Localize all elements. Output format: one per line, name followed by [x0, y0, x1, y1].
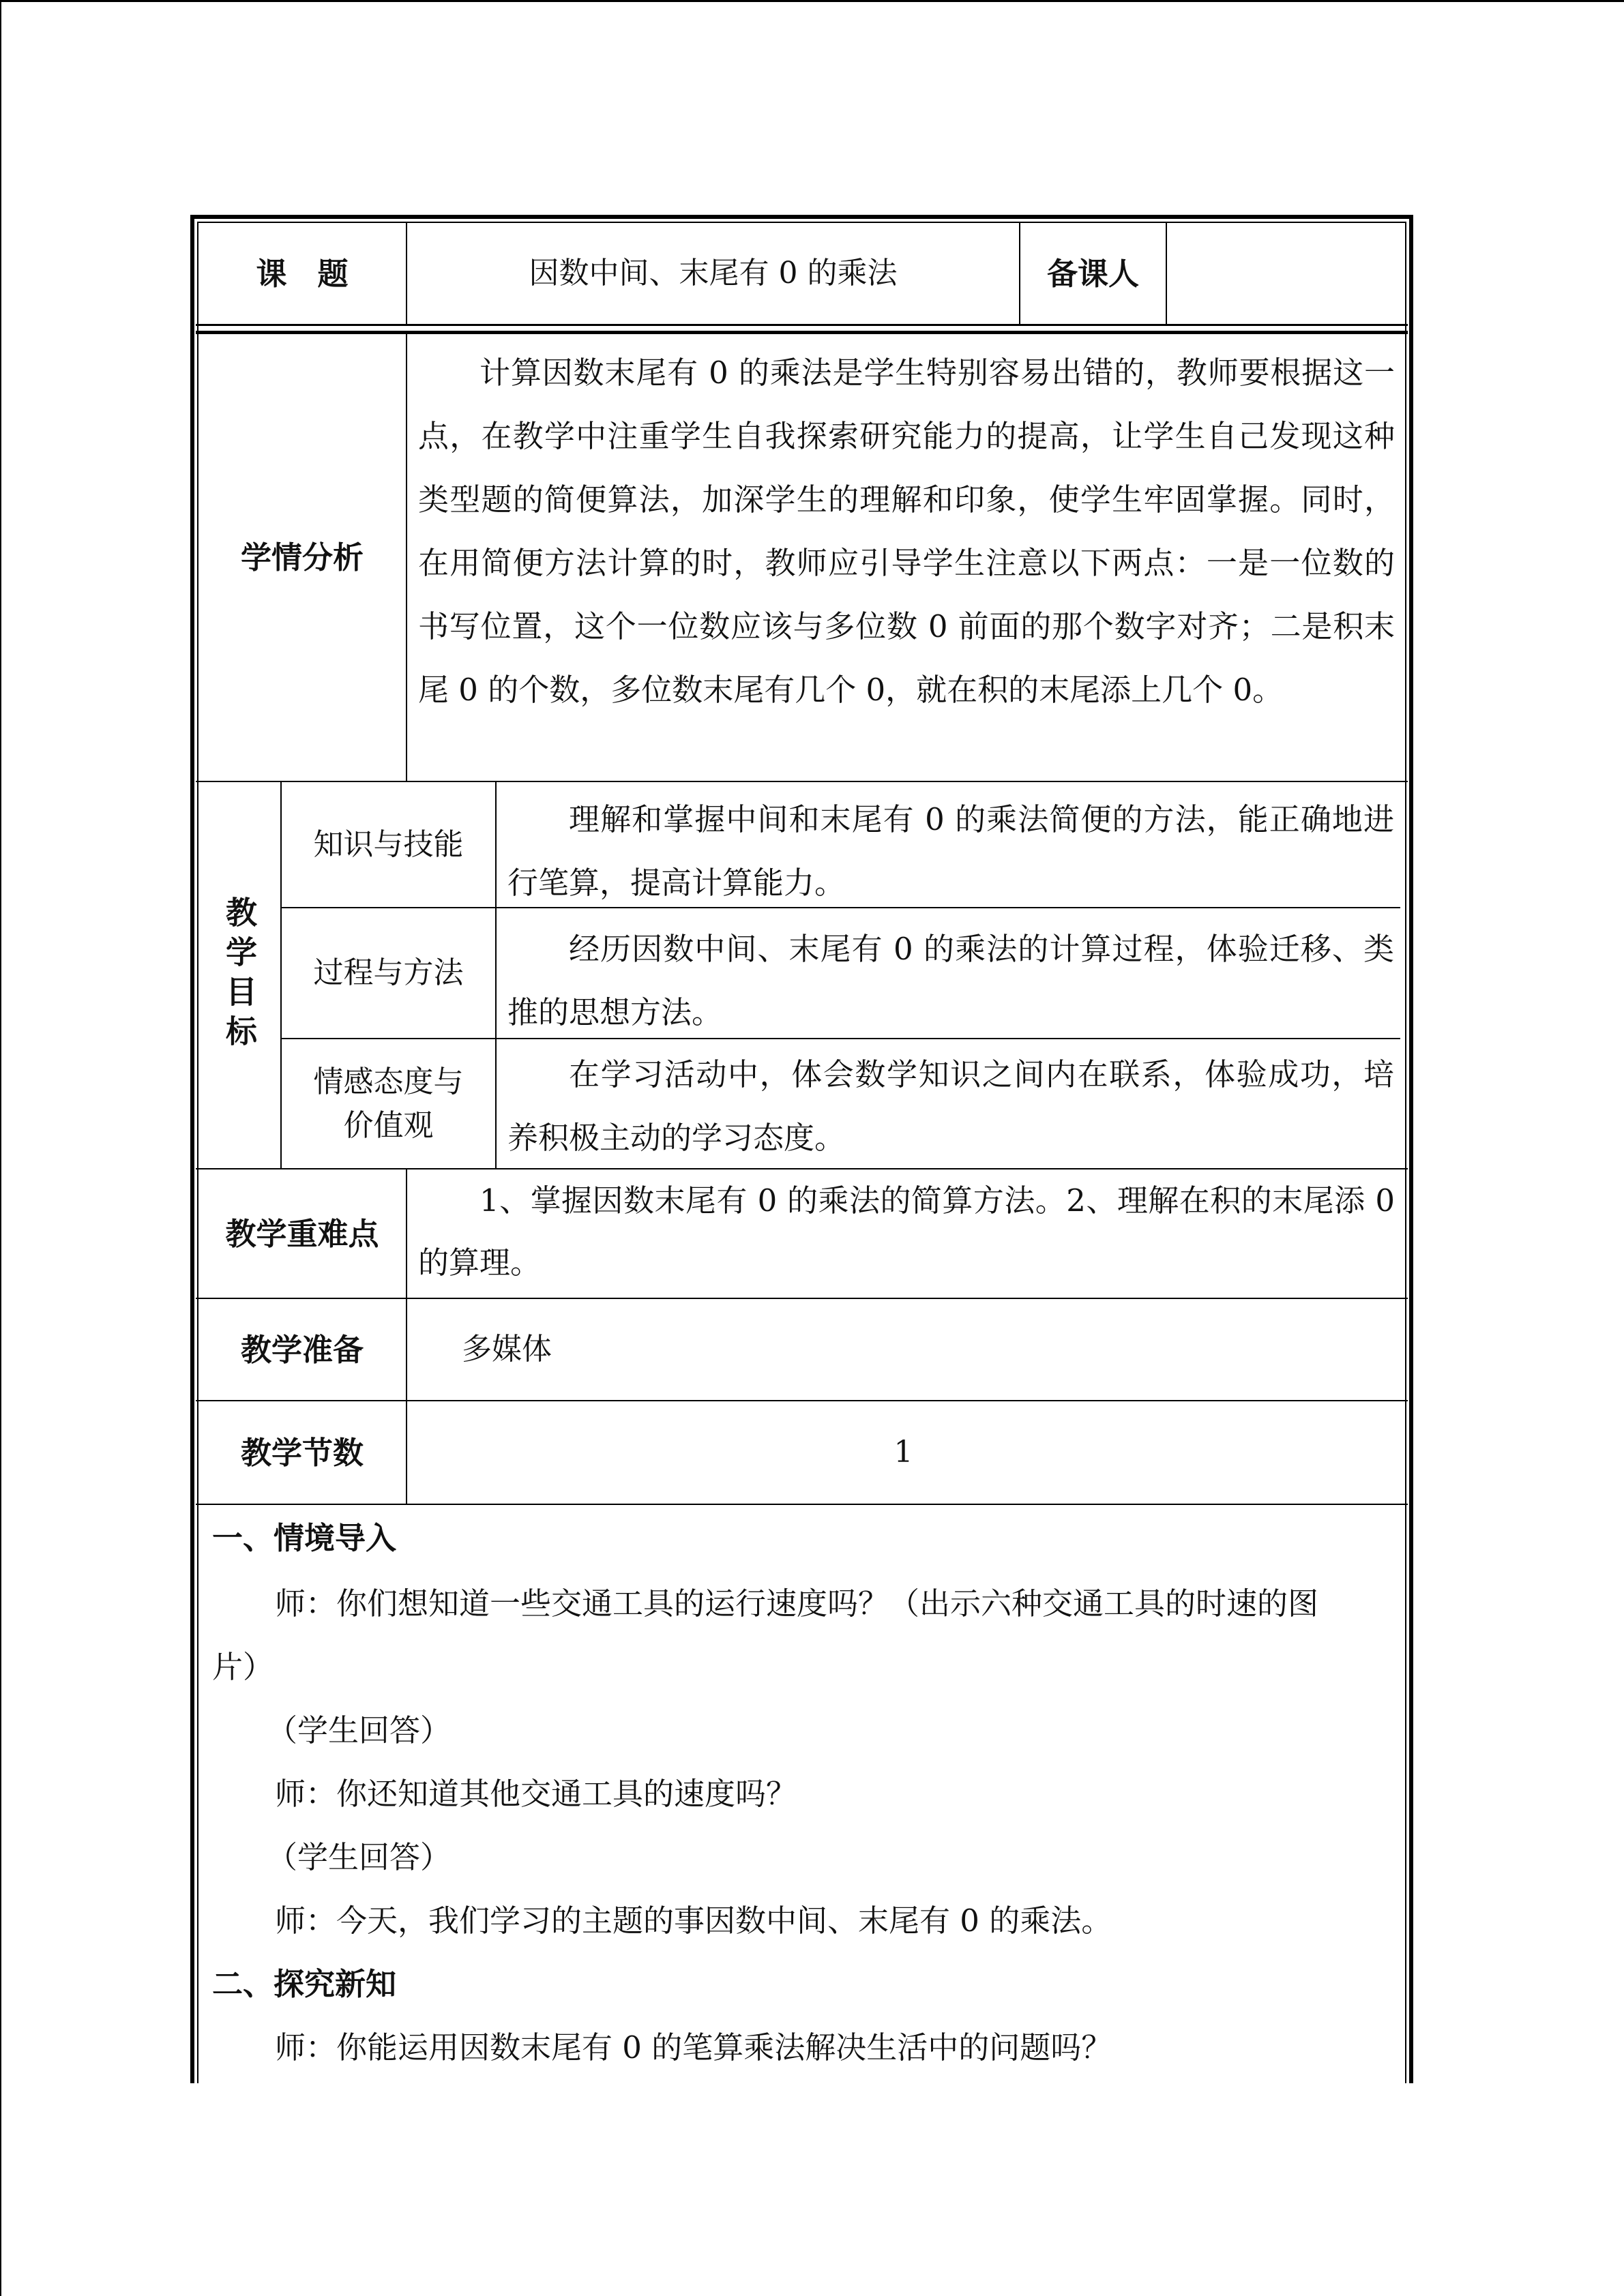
- process-line-1-wrap: 片）: [212, 1649, 274, 1685]
- objective-process-text: 经历因数中间、末尾有 0 的乘法的计算过程，体验迁移、类推的思想方法。: [507, 931, 1394, 1030]
- objective-knowledge-label: 知识与技能: [313, 826, 464, 862]
- process-line-1: 师：你们想知道一些交通工具的运行速度吗？（出示六种交通工具的时速的图: [275, 1585, 1319, 1622]
- row-divider: [196, 1504, 1408, 1505]
- preparer-value: [1167, 223, 1400, 324]
- preparer-label: 备课人: [1046, 255, 1139, 292]
- col-divider: [495, 782, 497, 1168]
- process-line-5: 师：今天，我们学习的主题的事因数中间、末尾有 0 的乘法。: [275, 1903, 1112, 1939]
- process-line-4: （学生回答）: [267, 1839, 452, 1875]
- objective-attitude-label-line1: 情感态度与: [313, 1064, 464, 1099]
- key-points-text: 1、掌握因数末尾有 0 的乘法的简算方法。2、理解在积的末尾添 0 的算理。: [418, 1182, 1395, 1281]
- col-divider: [406, 334, 407, 781]
- objective-attitude-label-line2: 价值观: [343, 1107, 434, 1143]
- objective-process-label: 过程与方法: [313, 955, 464, 990]
- lesson-plan-table: [190, 215, 1413, 2083]
- topic-label: 课 题: [256, 255, 349, 292]
- section-situation-title: 一、情境导入: [212, 1520, 397, 1556]
- key-points-label: 教学重难点: [225, 1215, 379, 1252]
- process-line-2: （学生回答）: [267, 1712, 452, 1748]
- objective-knowledge-text: 理解和掌握中间和末尾有 0 的乘法简便的方法，能正确地进行笔算，提高计算能力。: [507, 801, 1394, 901]
- process-line-3: 师：你还知道其他交通工具的速度吗？: [275, 1776, 797, 1812]
- objective-attitude-label: [282, 1039, 495, 1168]
- analysis-label: 学情分析: [240, 539, 364, 576]
- section-explore-title: 二、探究新知: [212, 1966, 397, 2002]
- preparation-label: 教学准备: [240, 1331, 364, 1368]
- analysis-text: 计算因数末尾有 0 的乘法是学生特别容易出错的，教师要根据这一点，在教学中注重学生自我探索研究能力的提高，让学生自己发现这种类型题的简便算法，加深学生的理解和印象，使学生牢固掌握。同时，在用简便方法计算的时，教师应引导学生注意以下两点：一是一位数的书写位置，这个一位数应该与多位数 0 前面的那个数字对齐；二是积末尾 0 的个数，多位数末尾有几个 0，就在积的末尾添上几个 0。: [418, 355, 1395, 708]
- process-line-6: 师：你能运用因数末尾有 0 的笔算乘法解决生活中的问题吗？: [275, 2029, 1112, 2066]
- topic-value: 因数中间、末尾有 0 的乘法: [529, 256, 898, 290]
- preparation-value: 多媒体: [462, 1332, 552, 1367]
- periods-label: 教学节数: [240, 1434, 364, 1471]
- objective-attitude-text: 在学习活动中，体会数学知识之间内在联系，体验成功，培养积极主动的学习态度。: [507, 1056, 1394, 1156]
- header-divider: [196, 324, 1408, 326]
- periods-value: 1: [894, 1435, 913, 1470]
- objectives-label: 教学目标: [221, 896, 258, 1054]
